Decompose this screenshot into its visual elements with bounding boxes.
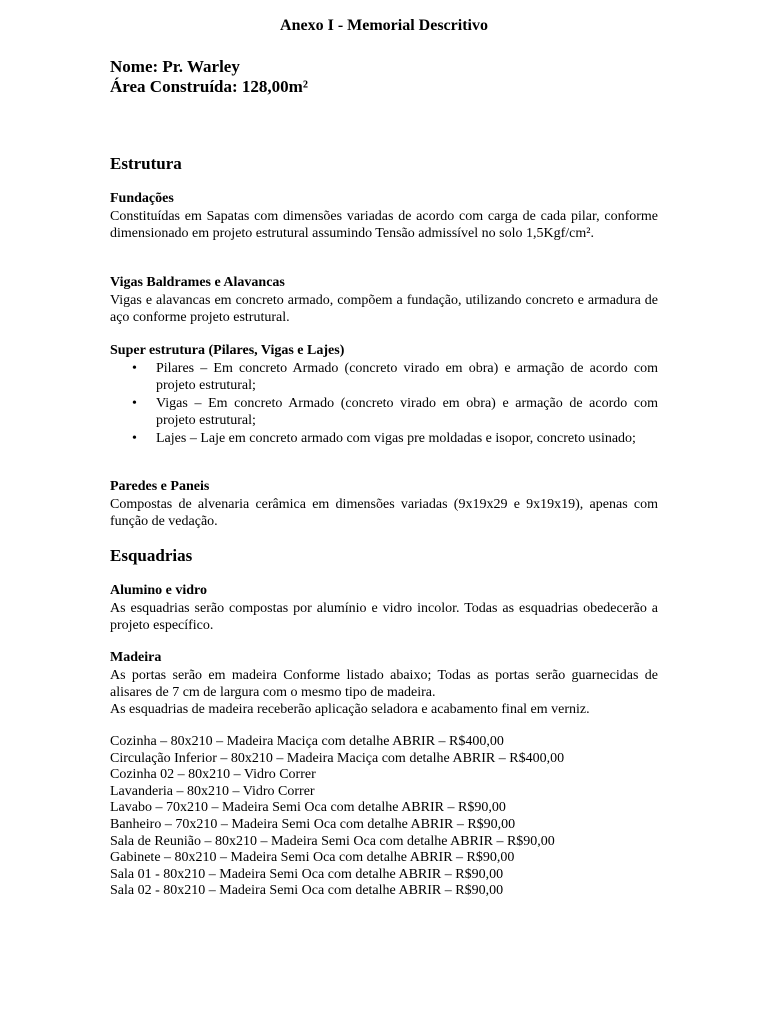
list-item: Banheiro – 70x210 – Madeira Semi Oca com detalhe ABRIR – R$90,00 (110, 816, 516, 832)
list-item-text: Lajes – Laje em concreto armado com vigas pre moldadas e isopor, concreto usinado; (156, 431, 636, 446)
document-title: Anexo I - Memorial Descritivo (280, 17, 488, 34)
subheading-paredes: Paredes e Paneis (110, 479, 210, 494)
door-list (110, 734, 658, 900)
subheading-super-estrutura: Super estrutura (Pilares, Vigas e Lajes) (110, 343, 345, 358)
paragraph-madeira-verniz: As esquadrias de madeira receberão aplicação seladora e acabamento final em verniz. (110, 702, 590, 717)
paragraph-madeira: As portas serão em madeira Conforme listado abaixo; Todas as portas serão guarnecidas de alisares de 7 cm de largura com o mesmo tipo de madeira. (110, 668, 658, 700)
list-item (110, 395, 658, 429)
subheading-vigas: Vigas Baldrames e Alavancas (110, 275, 285, 290)
bullet-icon: • (132, 361, 137, 376)
super-estrutura-list (110, 360, 658, 448)
paragraph-vigas: Vigas e alavancas em concreto armado, compõem a fundação, utilizando concreto e armadura de aço conforme projeto estrutural. (110, 293, 658, 325)
list-item-text: Vigas – Em concreto Armado (concreto virado em obra) e armação de acordo com projeto estrutural; (156, 396, 658, 428)
list-item: Sala 02 - 80x210 – Madeira Semi Oca com detalhe ABRIR – R$90,00 (110, 883, 504, 899)
paragraph-aluminio: As esquadrias serão compostas por alumínio e vidro incolor. Todas as esquadrias obedecerão a projeto específico. (110, 601, 658, 633)
subheading-aluminio: Alumino e vidro (110, 583, 207, 598)
list-item (110, 430, 658, 447)
subheading-fundacoes: Fundações (110, 191, 174, 206)
list-item: Cozinha 02 – 80x210 – Vidro Correr (110, 767, 316, 783)
section-heading-estrutura: Estrutura (110, 154, 182, 173)
list-item: Sala 01 - 80x210 – Madeira Semi Oca com detalhe ABRIR – R$90,00 (110, 866, 504, 882)
bullet-icon: • (132, 431, 137, 446)
list-item: Circulação Inferior – 80x210 – Madeira Maciça com detalhe ABRIR – R$400,00 (110, 750, 565, 766)
section-heading-esquadrias: Esquadrias (110, 546, 193, 565)
list-item: Cozinha – 80x210 – Madeira Maciça com detalhe ABRIR – R$400,00 (110, 734, 504, 749)
list-item: Lavanderia – 80x210 – Vidro Correr (110, 783, 315, 799)
list-item: Sala de Reunião – 80x210 – Madeira Semi Oca com detalhe ABRIR – R$90,00 (110, 833, 555, 849)
paragraph-paredes: Compostas de alvenaria cerâmica em dimensões variadas (9x19x29 e 9x19x19), apenas com função de vedação. (110, 497, 658, 529)
list-item: Lavabo – 70x210 – Madeira Semi Oca com detalhe ABRIR – R$90,00 (110, 800, 506, 816)
owner-name: Nome: Pr. Warley (110, 57, 240, 76)
bullet-icon: • (132, 396, 137, 411)
built-area: Área Construída: 128,00m² (110, 77, 308, 96)
list-item: Gabinete – 80x210 – Madeira Semi Oca com detalhe ABRIR – R$90,00 (110, 850, 515, 866)
list-item (110, 360, 658, 394)
paragraph-fundacoes: Constituídas em Sapatas com dimensões variadas de acordo com carga de cada pilar, conforme dimensionado em projeto estrutural assumindo Tensão admissível no solo 1,5Kgf/cm². (110, 209, 658, 241)
list-item-text: Pilares – Em concreto Armado (concreto virado em obra) e armação de acordo com projeto estrutural; (156, 361, 658, 393)
subheading-madeira: Madeira (110, 650, 162, 665)
